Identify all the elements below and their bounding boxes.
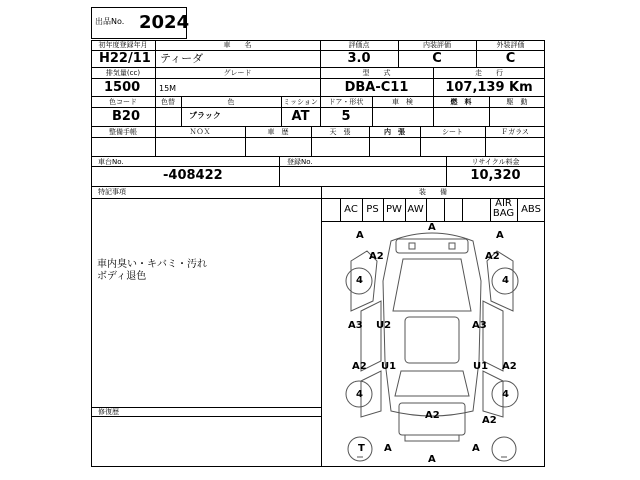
equipment-label: 装 備: [419, 188, 447, 196]
paint-change-label: 色替: [161, 98, 175, 106]
color-label: 色: [227, 98, 235, 106]
equip-pw: PW: [386, 204, 402, 215]
mark-fender-right: A2: [485, 251, 500, 262]
mark-tire-rear-right: 4: [502, 389, 509, 400]
score-value: 3.0: [347, 51, 371, 66]
mark-rear-bumper-left: A: [384, 443, 392, 454]
cc-value: 1500: [104, 80, 141, 95]
mark-front-left: A: [356, 230, 364, 241]
mileage-label: 走 行: [475, 69, 503, 77]
car-name-value: ティーダ: [160, 52, 204, 65]
color-value: ブラック: [189, 111, 221, 120]
chassis-value: -408422: [163, 168, 223, 183]
interior-value: C: [432, 51, 442, 66]
car-name-label: 車 名: [223, 41, 252, 49]
roof-lining-label: 天 張: [329, 128, 351, 136]
color-code-label: 色コード: [109, 98, 137, 106]
mark-rear-center: A: [428, 454, 436, 465]
mark-door-front-right: A3: [472, 320, 487, 331]
car-diagram: [321, 221, 545, 467]
score-label: 評価点: [348, 41, 370, 49]
mark-quarter-right: A2: [482, 415, 497, 426]
mark-rear-bumper-right: A: [472, 443, 480, 454]
registration-label: 登録No.: [287, 158, 313, 166]
mark-tire-rear-left: 4: [356, 389, 363, 400]
mark-door-front-left: A3: [348, 320, 363, 331]
cc-label: 排気量(cc): [105, 69, 141, 77]
recycle-label: リサイクル料金: [471, 158, 520, 166]
doors-label: ドア・形状: [328, 98, 364, 106]
mark-front-right: A: [496, 230, 504, 241]
mark-front-center: A: [428, 222, 436, 233]
notes-line-2: ボディ退色: [97, 271, 147, 282]
fuel-label: 燃 料: [450, 98, 472, 106]
doors-value: 5: [341, 109, 351, 124]
upholstery-label: 内 張: [384, 128, 405, 136]
nox-label: ＮＯＸ: [189, 128, 211, 136]
mark-trunk: A2: [425, 410, 440, 421]
equip-aw: AW: [407, 204, 424, 215]
equip-abs: ABS: [521, 204, 541, 215]
equip-airbag: AIR BAG: [492, 198, 515, 219]
interior-label: 内装評価: [423, 41, 451, 49]
mark-door-rear-left: A2: [352, 361, 367, 372]
model-value: DBA-C11: [344, 80, 409, 95]
lot-number-label: 出品No.: [95, 17, 125, 26]
notes-label: 特記事項: [98, 188, 126, 196]
mission-value: AT: [291, 109, 310, 124]
notes-line-1: 車内臭い・キバミ・汚れ: [97, 259, 207, 270]
mileage-value: 107,139 Km: [445, 80, 533, 95]
mark-rear-left-u1: U1: [381, 361, 397, 372]
equip-ps: PS: [366, 204, 379, 215]
car-history-label: 車 歴: [267, 128, 289, 136]
drive-label: 駆 動: [506, 98, 528, 106]
exterior-label: 外装評価: [496, 41, 525, 49]
mark-tire-front-left: 4: [356, 275, 363, 286]
manual-label: 整備手帳: [109, 128, 137, 136]
first-reg-label: 初年度登録年月: [98, 41, 148, 49]
grade-label: グレード: [223, 69, 252, 77]
mark-fender-left: A2: [369, 251, 384, 262]
mark-pillar-left: U2: [376, 320, 392, 331]
mark-tire-front-right: 4: [502, 275, 509, 286]
mark-rear-right-u1: U1: [473, 361, 489, 372]
chassis-label: 車台No.: [98, 158, 124, 166]
model-label: 型 式: [362, 69, 391, 77]
mark-door-rear-right: A2: [502, 361, 517, 372]
first-reg-value: H22/11: [99, 51, 151, 66]
seat-label: シート: [442, 128, 463, 136]
color-code-value: B20: [112, 109, 140, 124]
front-glass-label: Ｆガラス: [501, 128, 529, 136]
exterior-value: C: [505, 51, 516, 66]
recycle-value: 10,320: [470, 168, 521, 183]
mission-label: ミッション: [283, 98, 318, 106]
lot-number: 2024: [139, 12, 190, 33]
grade-value: 15M: [159, 84, 177, 93]
repair-history-label: 修復歴: [98, 408, 119, 416]
equip-ac: AC: [344, 204, 358, 215]
mark-spare-tire: T: [358, 443, 365, 454]
inspection-label: 車 検: [392, 98, 413, 106]
